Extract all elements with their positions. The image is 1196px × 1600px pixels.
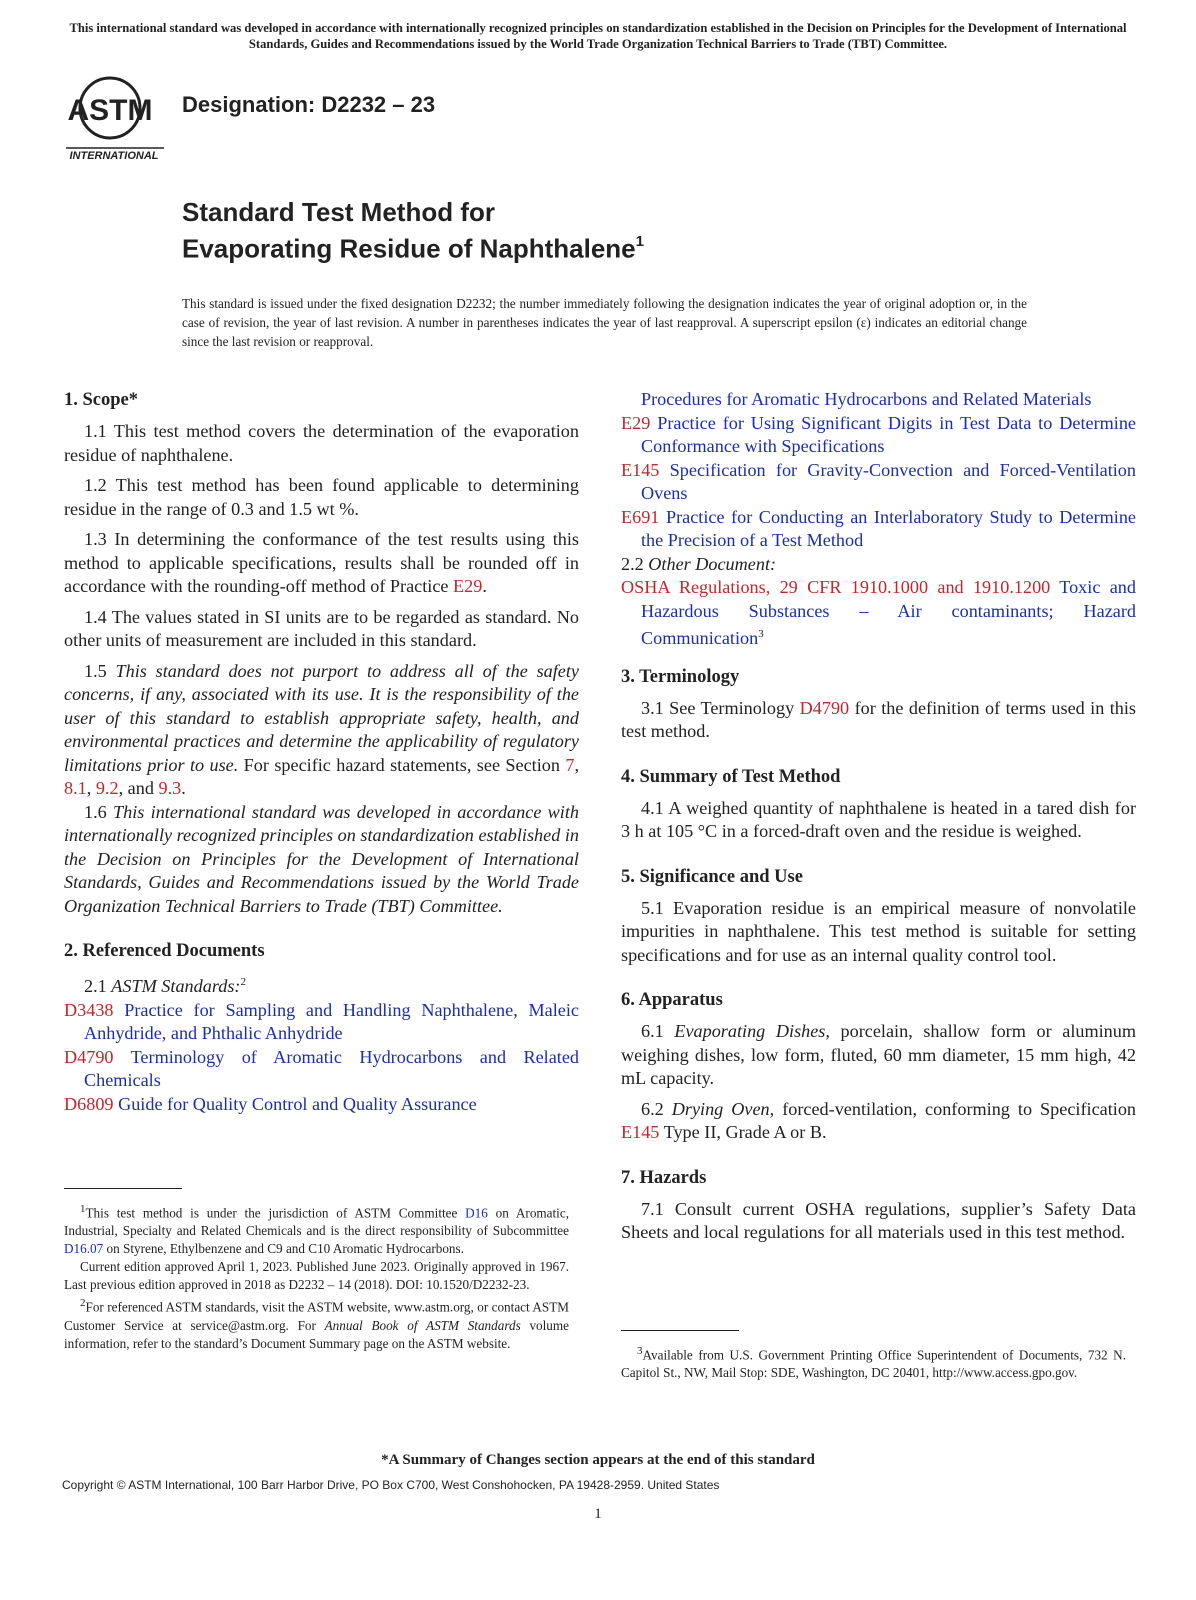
para-2-2: 2.2 Other Document: [621, 553, 777, 574]
para-6-2: 6.2 Drying Oven, forced-ventilation, conforming to Specification E145 Type II, Grade A or B. [621, 1098, 1137, 1143]
section-6-heading: 6. Apparatus [621, 990, 723, 1011]
para-6-1: 6.1 Evaporating Dishes, porcelain, shallow form or aluminum weighing dishes, low form, fluted, 60 mm diameter, 15 mm high, 42 mL capacity. [621, 1021, 1136, 1089]
link-d4790[interactable]: D4790 [799, 697, 850, 718]
para-5-1: 5.1 Evaporation residue is an empirical measure of nonvolatile impurities in naphthalene. This test method is suitable for setting specifications and for use as an internal quality control tool. [621, 897, 1136, 965]
link-9-2[interactable]: 9.2 [95, 778, 119, 798]
para-1-2: 1.2 This test method has been found applicable to determining residue in the range of 0.3 and 1.5 wt %. [64, 475, 579, 519]
page-number: 1 [594, 1506, 602, 1522]
title-text: Evaporating Residue of Naphthalene [182, 233, 636, 264]
section-1-heading: 1. Scope* [64, 390, 138, 410]
title-footnote-ref[interactable]: 1 [635, 233, 644, 250]
svg-text:ASTM: ASTM [67, 94, 153, 127]
para-7-1: 7.1 Consult current OSHA regulations, supplier’s Safety Data Sheets and local regulations for all materials used in this test method. [621, 1198, 1136, 1243]
ref-osha[interactable]: OSHA Regulations, 29 CFR 1910.1000 and 1910.1200 Toxic and Hazardous Substances – Air contaminants; Hazard Communication$^3$ [621, 577, 1136, 649]
para-1-5: 1.5 This standard does not purport to address all of the safety concerns, if any, associated with its use. It is the responsibility of the user of this standard to establish appropriate safety, health, and environmental practices and determine the applicability of regulatory limitations prior to use. For specific hazard statements, see Section 7, 8.1, 9.2, and 9.3. [64, 660, 579, 798]
ref-d3438[interactable]: D3438 Practice for Sampling and Handling Naphthalene, Maleic Anhydride, and Phthalic Anhydride [64, 999, 579, 1044]
para-1-6: 1.6 This international standard was developed in accordance with internationally recognized principles on standardization established in the Decision on Principles for the Development of International Standards, Guides and Recommendations issued by the World Trade Organization Technical Barriers to Trade (TBT) Committee. [64, 801, 580, 916]
link-e145[interactable]: E145 [621, 1122, 660, 1143]
link-e29[interactable]: E29 [453, 576, 483, 596]
footnote-rule-right [621, 1330, 739, 1331]
ref-d6809-continued[interactable]: Procedures for Aromatic Hydrocarbons and Related Materials [641, 389, 1092, 409]
link-9-3[interactable]: 9.3 [158, 778, 182, 798]
left-column [64, 388, 579, 1116]
astm-logo [64, 72, 168, 164]
link-d16[interactable]: D16 [465, 1205, 488, 1221]
ref-d6809[interactable]: D6809 Guide for Quality Control and Quality Assurance [64, 1093, 477, 1114]
footnotes-right [621, 1342, 1126, 1382]
para-1-4: 1.4 The values stated in SI units are to be regarded as standard. No other units of measurement are included in this standard. [64, 606, 579, 650]
section-5-heading: 5. Significance and Use [621, 866, 803, 887]
para-4-1: 4.1 A weighed quantity of naphthalene is heated in a tared dish for 3 h at 105 °C in a forced-draft oven and the residue is weighed. [621, 797, 1136, 842]
para-3-1: 3.1 See Terminology D4790 for the definition of terms used in this test method. [621, 697, 1137, 742]
para-2-1: 2.1 ASTM Standards:$^2$ [84, 976, 246, 997]
ref-e29[interactable]: E29 Practice for Using Significant Digits in Test Data to Determine Conformance with Specifications [621, 412, 1136, 456]
section-4-heading: 4. Summary of Test Method [621, 766, 841, 787]
para-1-1: 1.1 This test method covers the determination of the evaporation residue of naphthalene. [64, 421, 579, 465]
footnote-2: $^2$For referenced ASTM standards, visit the ASTM website, www.astm.org, or contact ASTM Customer Service at service@astm.org. For Annual Book of ASTM Standards volume information, refer to the standard’s Document Summary page on the ASTM website. [64, 1297, 569, 1351]
ref-e145[interactable]: E145 Specification for Gravity-Convection and Forced-Ventilation Ovens [621, 459, 1136, 503]
title-line-1: Standard Test Method for [182, 197, 495, 227]
para-1-3: 1.3 In determining the conformance of the test results using this method to applicable specifications, results shall be rounded off in accordance with the rounding-off method of Practice E29. [64, 529, 579, 596]
designation: Designation: D2232 – 23 [182, 92, 436, 117]
title-line-2 [182, 228, 644, 265]
footnote-rule-left [64, 1188, 182, 1189]
link-8-1[interactable]: 8.1 [64, 778, 87, 798]
section-3-heading: 3. Terminology [621, 666, 740, 687]
section-2-heading: 2. Referenced Documents [64, 941, 265, 961]
link-d16-07[interactable]: D16.07 [64, 1241, 104, 1257]
svg-text:INTERNATIONAL: INTERNATIONAL [69, 150, 159, 162]
footnote-ref-2[interactable]: 2 [240, 976, 246, 988]
document-title [182, 196, 644, 265]
footnote-1-edition: Current edition approved April 1, 2023. Published June 2023. Originally approved in 1967. Last previous edition approved in 2018 as D2232 – 14 (2018). DOI: 10.1520/D2232-23. [64, 1259, 569, 1293]
ref-e691[interactable]: E691 Practice for Conducting an Interlaboratory Study to Determine the Precision of a Test Method [621, 506, 1136, 550]
right-column [621, 388, 1136, 1252]
summary-of-changes-note: *A Summary of Changes section appears at the end of this standard [381, 1452, 815, 1468]
footnote-3: $^3$Available from U.S. Government Printing Office Superintendent of Documents, 732 N. Capitol St., NW, Mail Stop: SDE, Washington, DC 20401, http://www.access.gpo.gov. [621, 1345, 1126, 1381]
intro-paragraph: This standard is issued under the fixed designation D2232; the number immediately following the designation indicates the year of original adoption or, in the case of revision, the year of last revision. A number in parentheses indicates the year of last reapproval. A superscript epsilon (ε) indicates an editorial change since the last revision or reapproval. [182, 296, 1027, 349]
footnotes-left [64, 1200, 569, 1353]
link-section-7[interactable]: 7 [565, 754, 575, 775]
ref-d4790[interactable]: D4790 Terminology of Aromatic Hydrocarbons and Related Chemicals [64, 1046, 579, 1091]
footnote-1: $^1$This test method is under the jurisdiction of ASTM Committee D16 on Aromatic, Industrial, Specialty and Related Chemicals and is the direct responsibility of Subcommittee D16.07 on Styrene, Ethylbenzene and C9 and C10 Aromatic Hydrocarbons. [64, 1203, 569, 1257]
section-7-heading: 7. Hazards [621, 1167, 707, 1188]
copyright: Copyright © ASTM International, 100 Barr Harbor Drive, PO Box C700, West Conshohocken, PA 19428-2959. United States [62, 1478, 720, 1492]
tbt-notice: This international standard was developed in accordance with internationally recognized principles on standardization established in the Decision on Principles for the Development of International Standards, Guides and Recommendations issued by the World Trade Organization Technical Barriers to Trade (TBT) Committee. [69, 21, 1127, 51]
